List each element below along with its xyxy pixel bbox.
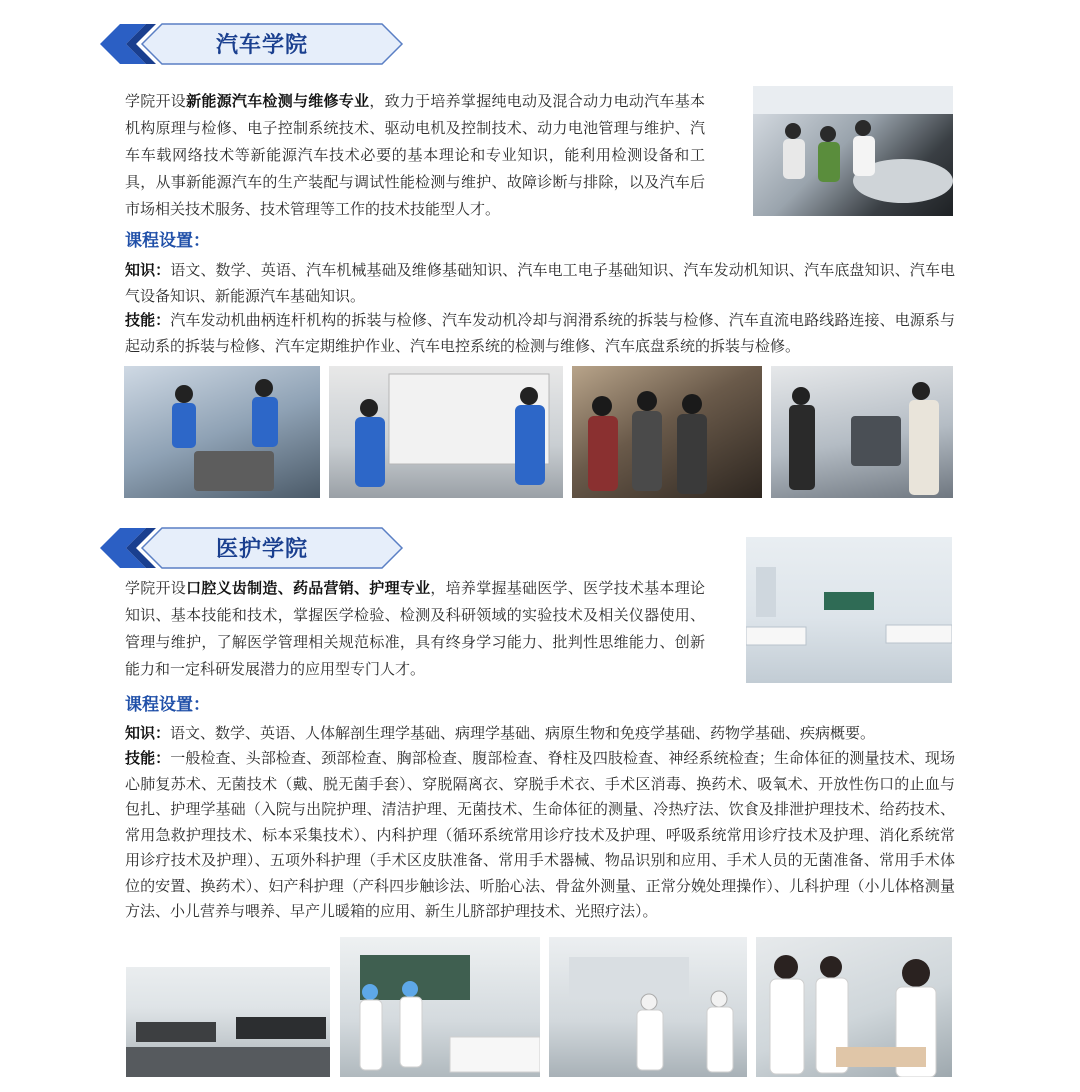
section-title: 医护学院 <box>216 537 309 562</box>
medical-photo-2 <box>340 937 540 1077</box>
skills-label: 技能： <box>125 749 171 767</box>
auto-skills <box>125 308 955 359</box>
auto-hero-photo <box>753 86 953 216</box>
photo-illustration <box>756 937 952 1077</box>
major-name: 口腔义齿制造、药品营销、护理专业 <box>186 579 431 597</box>
major-name: 新能源汽车检测与维修专业 <box>186 92 370 110</box>
knowledge-label: 知识： <box>125 261 171 279</box>
skills-text: 一般检查、头部检查、颈部检查、胸部检查、腹部检查、脊柱及四肢检查、神经系统检查；生命体征的测量技术、现场心肺复苏术、无菌技术（戴、脱无菌手套）、穿脱隔离衣、穿脱手术衣、手术区消毒、换药术、吸氧术、开放性伤口的止血与包扎、护理学基础（入院与出院护理、清洁护理、无菌技术、生命体征的测量、冷热疗法、饮食及排泄护理技术、给药技术、常用急救护理技术、标本采集技术）、内科护理（循环系统常用诊疗技术及护理、呼吸系统常用诊疗技术及护理、消化系统常用诊疗技术及护理）、五项外科护理（手术区皮肤准备、常用手术器械、物品识别和应用、手术人员的无菌准备、常用手术体位的安置、换药术）、妇产科护理（产科四步触诊法、听胎心法、骨盆外测量、正常分娩处理操作）、儿科护理（小儿体格测量方法、小儿营养与喂养、早产儿暖箱的应用、新生儿脐部护理技术、光照疗法）。 <box>125 749 955 920</box>
photo-illustration <box>329 366 563 498</box>
medical-photo-3 <box>549 937 747 1077</box>
section-header-medical <box>98 526 404 570</box>
auto-photo-4 <box>771 366 953 498</box>
intro-text: 学院开设 <box>125 579 187 597</box>
auto-course-heading: 课程设置： <box>125 231 210 251</box>
knowledge-text: 语文、数学、英语、人体解剖生理学基础、病理学基础、病原生物和免疫学基础、药物学基础、疾病概要。 <box>170 724 876 742</box>
photo-illustration <box>340 937 540 1077</box>
intro-text: ，致力于培养掌握纯电动及混合动力电动汽车基本机构原理与检修、电子控制系统技术、驱动电机及控制技术、动力电池管理与维护、汽车车载网络技术等新能源汽车技术必要的基本理论和专业知识，能利用检测设备和工具，从事新能源汽车的生产装配与调试性能检测与维护、故障诊断与排除，以及汽车后市场相关技术服务、技术管理等工作的技术技能型人才。 <box>125 92 705 218</box>
medical-course-heading: 课程设置： <box>125 695 210 715</box>
medical-hero-photo <box>746 537 952 683</box>
medical-photo-1 <box>126 937 330 1077</box>
medical-photo-4 <box>756 937 952 1077</box>
medical-intro <box>125 575 705 683</box>
intro-text: ，培养掌握基础医学、医学技术基本理论知识、基本技能和技术，掌握医学检验、检测及科研领域的实验技术及相关仪器使用、管理与维护，了解医学管理相关规范标准，具有终身学习能力、批判性思维能力、创新能力和一定科研发展潜力的应用型专门人才。 <box>125 579 705 678</box>
photo-illustration <box>126 937 330 1077</box>
knowledge-text: 语文、数学、英语、汽车机械基础及维修基础知识、汽车电工电子基础知识、汽车发动机知识、汽车底盘知识、汽车电气设备知识、新能源汽车基础知识。 <box>125 261 955 305</box>
photo-illustration <box>549 937 747 1077</box>
photo-illustration <box>572 366 762 498</box>
auto-photo-2 <box>329 366 563 498</box>
section-title: 汽车学院 <box>216 33 309 58</box>
auto-intro <box>125 88 705 223</box>
auto-knowledge <box>125 258 955 309</box>
photo-illustration <box>746 537 952 683</box>
skills-text: 汽车发动机曲柄连杆机构的拆装与检修、汽车发动机冷却与润滑系统的拆装与检修、汽车直流电路线路连接、电源系与起动系的拆装与检修、汽车定期维护作业、汽车电控系统的检测与维修、汽车底盘系统的拆装与检修。 <box>125 311 955 355</box>
auto-photo-1 <box>124 366 320 498</box>
photo-illustration <box>124 366 320 498</box>
section-header-auto <box>98 22 404 66</box>
intro-text: 学院开设 <box>125 92 187 110</box>
skills-label: 技能： <box>125 311 171 329</box>
auto-photo-3 <box>572 366 762 498</box>
medical-knowledge <box>125 721 955 747</box>
medical-skills <box>125 746 955 925</box>
knowledge-label: 知识： <box>125 724 171 742</box>
photo-illustration <box>753 86 953 216</box>
photo-illustration <box>771 366 953 498</box>
